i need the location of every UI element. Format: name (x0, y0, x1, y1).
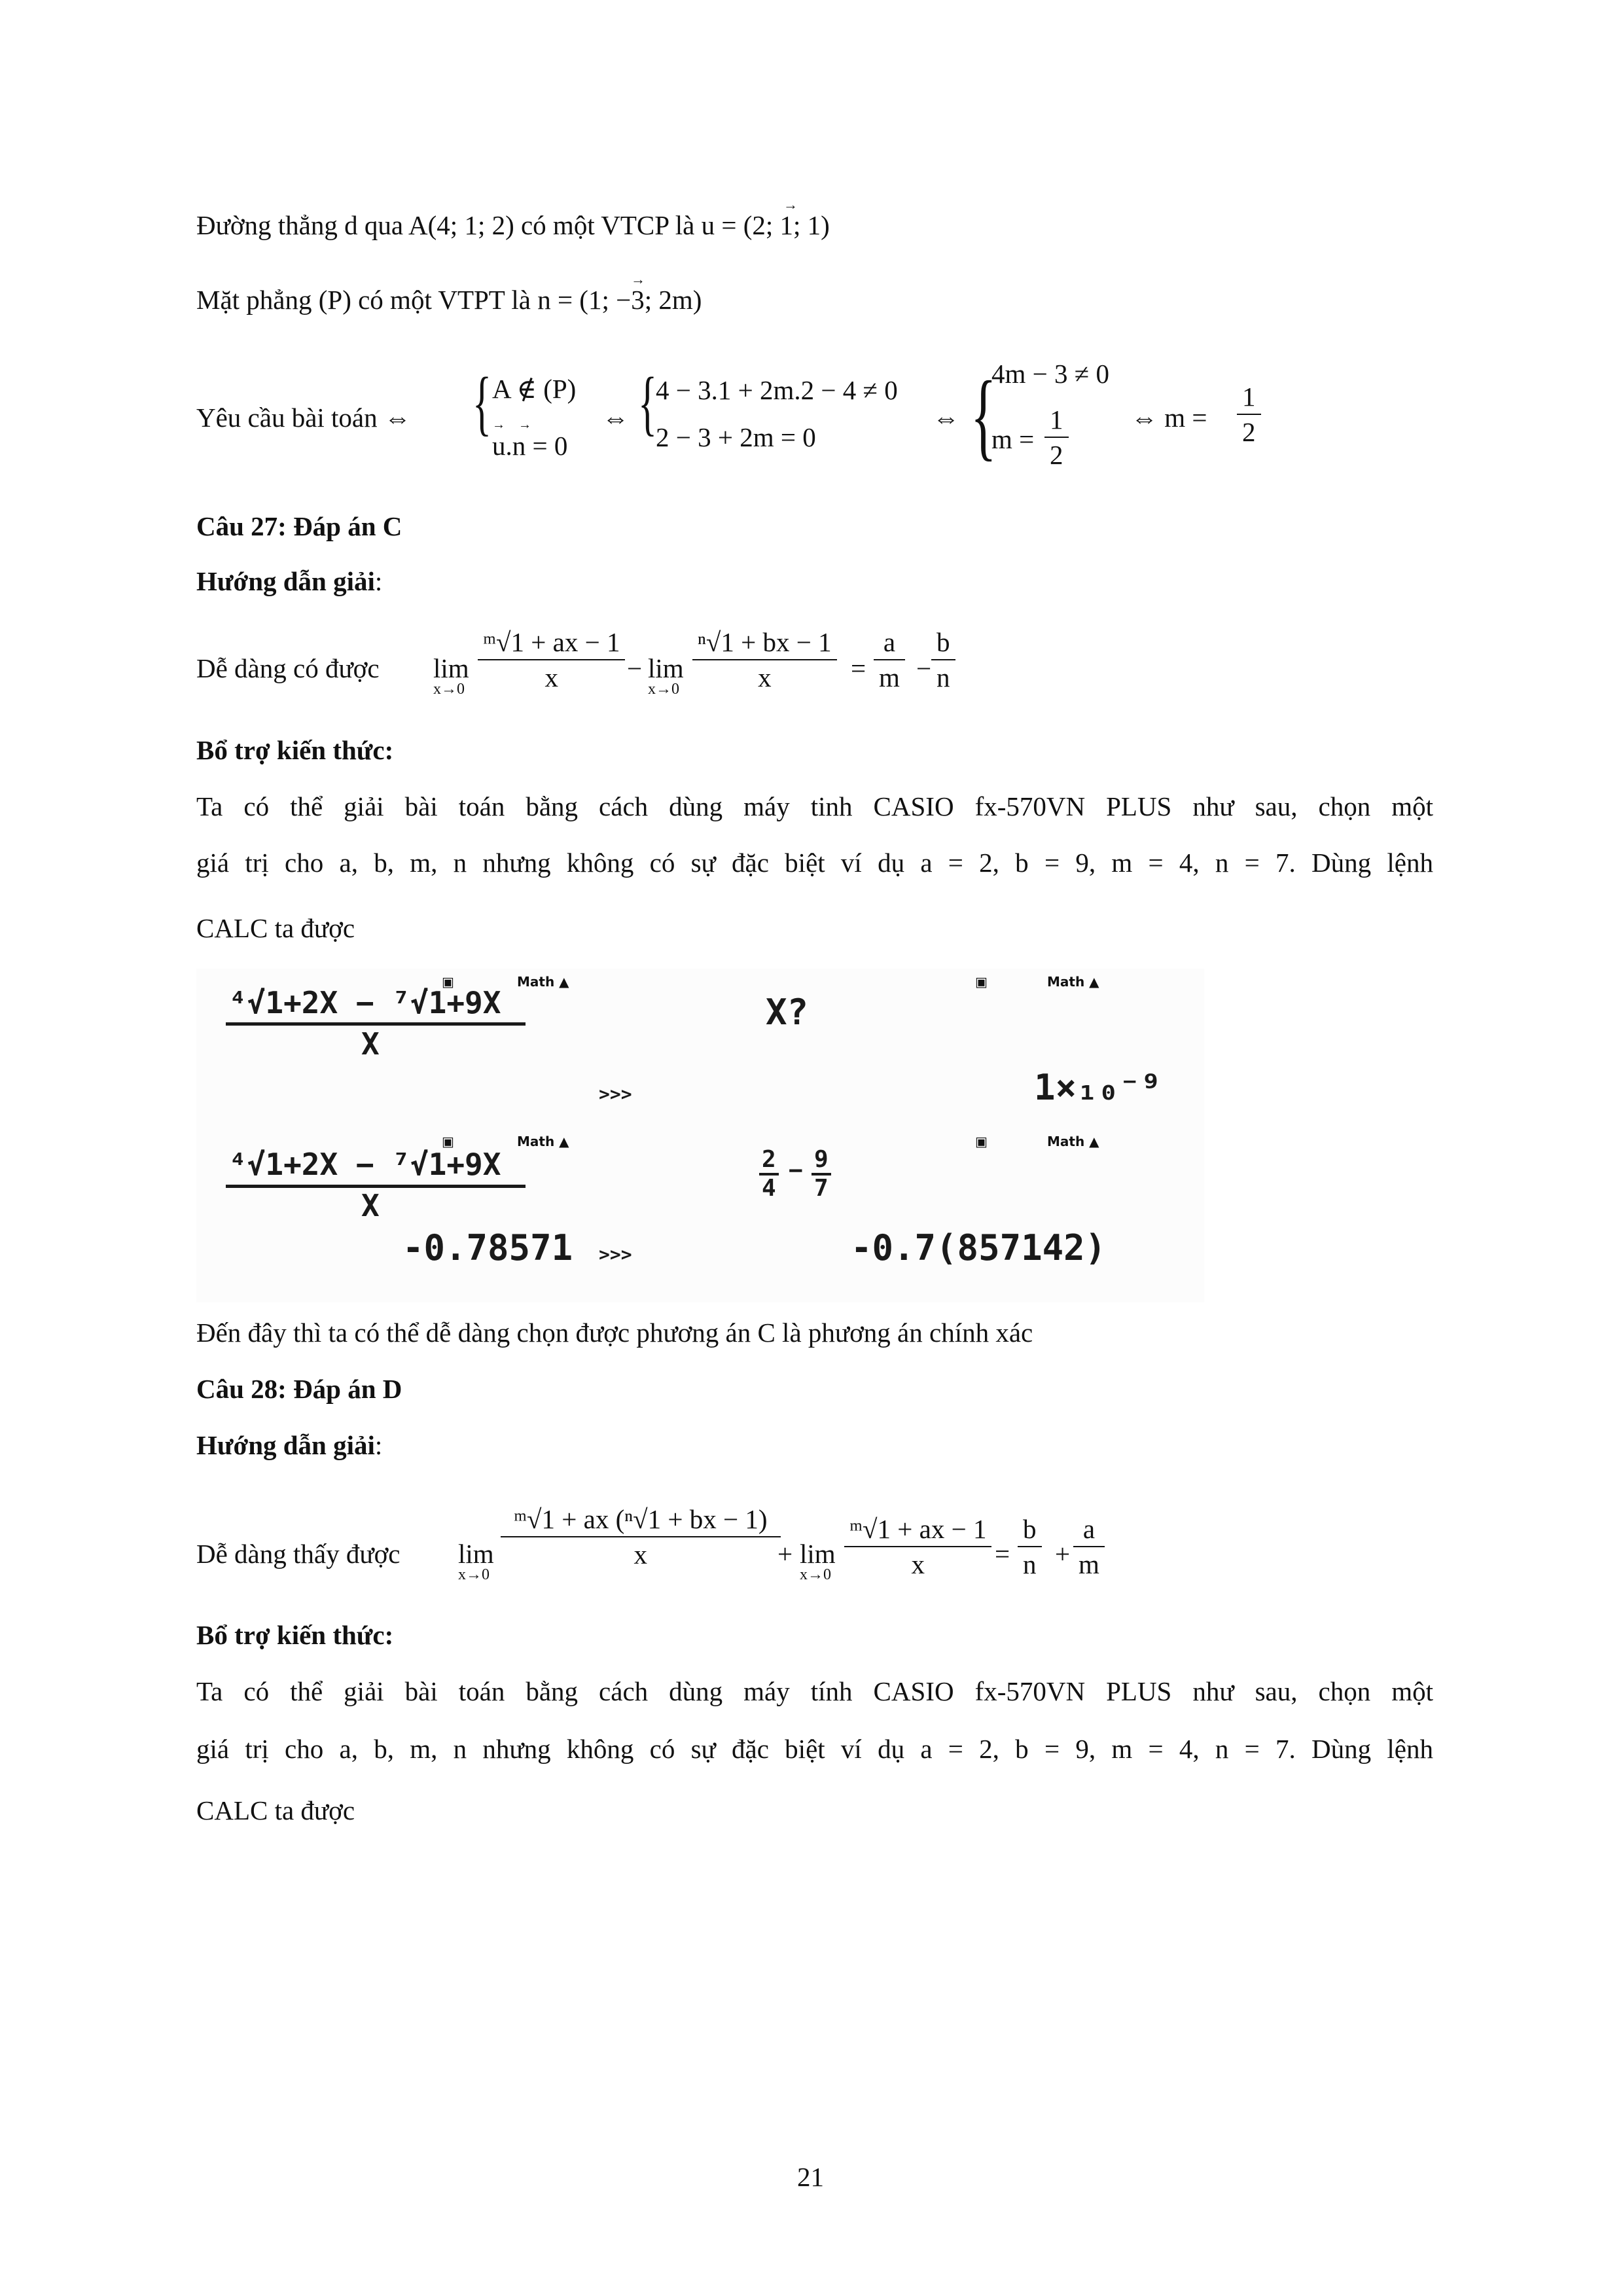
fraction-numerator: ᵐ√1 + ax − 1 (844, 1512, 991, 1547)
iff-3: ⇔ m = (1131, 403, 1207, 433)
q28-support-heading: Bổ trợ kiến thức: (196, 1620, 394, 1650)
brace-2: { (638, 363, 658, 442)
guide-label: Hướng dẫn giải (196, 1430, 375, 1460)
q27-fraction-a-m (874, 625, 905, 694)
math-indicator-1: Math ▲ (517, 974, 569, 990)
q27-lim-2: lim (648, 653, 684, 683)
q28-paragraph-line-1: Ta có thể giải bài toán bằng cách dùng máy tính CASIO fx-570VN PLUS như sau, chọn một (196, 1676, 1433, 1706)
calc-result-repeating: -0.7(857142) (851, 1227, 1107, 1268)
q28-paragraph-line-3: CALC ta được (196, 1795, 355, 1825)
vector-arrow-u: → (783, 196, 798, 213)
q27-paragraph-line-2: giá trị cho a, b, m, n nhưng không có sự đặc biệt ví dụ a = 2, b = 9, m = 4, n = 7. Dùng lệnh (196, 848, 1433, 878)
guide-heading-28 (196, 1428, 382, 1462)
iff-1: ⇔ (602, 403, 629, 433)
brace-1: { (473, 363, 492, 442)
calc-denominator-2: X (361, 1188, 380, 1223)
fraction-numerator: ᵐ√1 + ax (ⁿ√1 + bx − 1) (501, 1502, 781, 1537)
fraction-denominator: x (758, 662, 772, 692)
fraction-numerator: ᵐ√1 + ax − 1 (478, 625, 625, 660)
fraction-numerator: 2 (759, 1147, 779, 1175)
q28-lim-2-sub: x→0 (800, 1566, 831, 1583)
calc-arrows-2: >>> (599, 1244, 632, 1265)
calc-denominator-1: X (361, 1026, 380, 1062)
fraction-numerator: a (874, 625, 905, 660)
fraction-denominator: n (1023, 1549, 1037, 1579)
fraction-denominator: m (1079, 1549, 1099, 1579)
q28-plus-2: + (1055, 1539, 1071, 1569)
system1-row1: A ∉ (P) (492, 374, 577, 404)
q27-fraction-b-n (931, 625, 955, 694)
q27-minus: − (627, 653, 643, 683)
fraction-numerator: ⁿ√1 + bx − 1 (692, 625, 837, 660)
question-27-title: Câu 27: Đáp án C (196, 511, 402, 541)
status-icon: ▣ (442, 1134, 454, 1149)
fraction-denominator: x (544, 662, 558, 692)
math-indicator-3: Math ▲ (517, 1134, 569, 1149)
question-28-title: Câu 28: Đáp án D (196, 1374, 402, 1404)
q28-fraction-b-n (1018, 1512, 1042, 1581)
q27-intro: Dễ dàng có được (196, 653, 380, 683)
requirement-label: Yêu cầu bài toán ⇔ (196, 403, 411, 433)
q28-fraction-a-m (1073, 1512, 1105, 1581)
fraction-numerator: b (1018, 1512, 1042, 1547)
system3-row2: m = (991, 424, 1035, 454)
fraction-numerator: 1 (1237, 380, 1261, 415)
q27-paragraph-line-3: CALC ta được (196, 913, 355, 943)
fraction-one-half-a (1044, 403, 1069, 472)
calc-result-decimal: -0.78571 (402, 1227, 573, 1268)
q27-lim-1: lim (433, 653, 469, 683)
q27-lim-1-sub: x→0 (433, 681, 465, 698)
fraction-denominator: 2 (1050, 440, 1063, 470)
status-icon: ▣ (442, 974, 454, 990)
calc-fraction-bar-1 (226, 1022, 526, 1026)
fraction-denominator: 7 (814, 1175, 829, 1202)
fraction-numerator: 9 (812, 1147, 831, 1175)
q28-lim-1-sub: x→0 (458, 1566, 490, 1583)
line-vtcp: Đường thẳng d qua A(4; 1; 2) có một VTCP là u = (2; 1; 1) (196, 210, 830, 240)
fraction-denominator: 2 (1242, 417, 1256, 447)
q27-paragraph-line-1: Ta có thể giải bài toán bằng cách dùng máy tinh CASIO fx-570VN PLUS như sau, chọn một (196, 791, 1433, 821)
system2-row1: 4 − 3.1 + 2m.2 − 4 ≠ 0 (656, 375, 898, 405)
math-indicator-2: Math ▲ (1047, 974, 1099, 990)
fraction-denominator: 4 (762, 1175, 776, 1202)
calc-exact-minus: − (789, 1157, 803, 1184)
guide-colon: : (374, 566, 383, 596)
guide-heading-27 (196, 564, 382, 598)
q27-support-heading: Bổ trợ kiến thức: (196, 735, 394, 765)
line-vtpt: Mặt phẳng (P) có một VTPT là n = (1; −3; 2m) (196, 285, 702, 315)
fraction-denominator: x (911, 1549, 925, 1579)
q28-lim-2: lim (800, 1539, 836, 1569)
iff-2: ⇔ (933, 403, 959, 433)
calc-exact-fraction-1 (759, 1147, 779, 1202)
q27-conclusion: Đến đây thì ta có thể dễ dàng chọn được phương án C là phương án chính xác (196, 1318, 1033, 1348)
q27-fraction-1 (478, 625, 625, 694)
system3-row1: 4m − 3 ≠ 0 (991, 359, 1110, 389)
fraction-one-half-b (1237, 380, 1261, 449)
page-number: 21 (797, 2162, 824, 2192)
guide-label: Hướng dẫn giải (196, 566, 375, 596)
calc-expression-2: ⁴√1+2X − ⁷√1+9X (229, 1147, 501, 1182)
vector-arrow-n: → (631, 271, 645, 287)
fraction-numerator: a (1073, 1512, 1105, 1547)
q28-fraction-1 (501, 1502, 781, 1571)
calc-arrows-1: >>> (599, 1083, 632, 1105)
calc-expression-1: ⁴√1+2X − ⁷√1+9X (229, 985, 501, 1020)
fraction-denominator: x (633, 1539, 648, 1570)
q27-equals: = (851, 653, 866, 683)
calc-input-value: 1×₁₀⁻⁹ (1034, 1067, 1162, 1108)
q27-lim-2-sub: x→0 (648, 681, 679, 698)
q28-lim-1: lim (458, 1539, 494, 1569)
q28-paragraph-line-2: giá trị cho a, b, m, n nhưng không có sự đặc biệt ví dụ a = 2, b = 9, m = 4, n = 7. Dùng lệnh (196, 1734, 1433, 1764)
math-indicator-4: Math ▲ (1047, 1134, 1099, 1149)
q28-fraction-2 (844, 1512, 991, 1581)
system2-row2: 2 − 3 + 2m = 0 (656, 422, 816, 452)
fraction-denominator: n (936, 662, 950, 692)
q28-intro: Dễ dàng thấy được (196, 1539, 401, 1569)
calc-prompt: X? (766, 992, 809, 1033)
guide-colon: : (374, 1430, 383, 1460)
fraction-numerator: 1 (1044, 403, 1069, 438)
q27-minus-2: − (916, 653, 932, 683)
fraction-numerator: b (931, 625, 955, 660)
calc-exact-fraction-2 (812, 1147, 831, 1202)
fraction-denominator: m (879, 662, 900, 692)
q28-equals: = (995, 1539, 1010, 1569)
system1-row2: u.n = 0 (492, 431, 568, 461)
vector-arrows-un: →→ (492, 418, 544, 432)
status-icon: ▣ (975, 974, 988, 990)
q28-plus: + (777, 1539, 793, 1569)
q27-fraction-2 (692, 625, 837, 694)
status-icon: ▣ (975, 1134, 988, 1149)
brace-3: { (971, 361, 997, 470)
